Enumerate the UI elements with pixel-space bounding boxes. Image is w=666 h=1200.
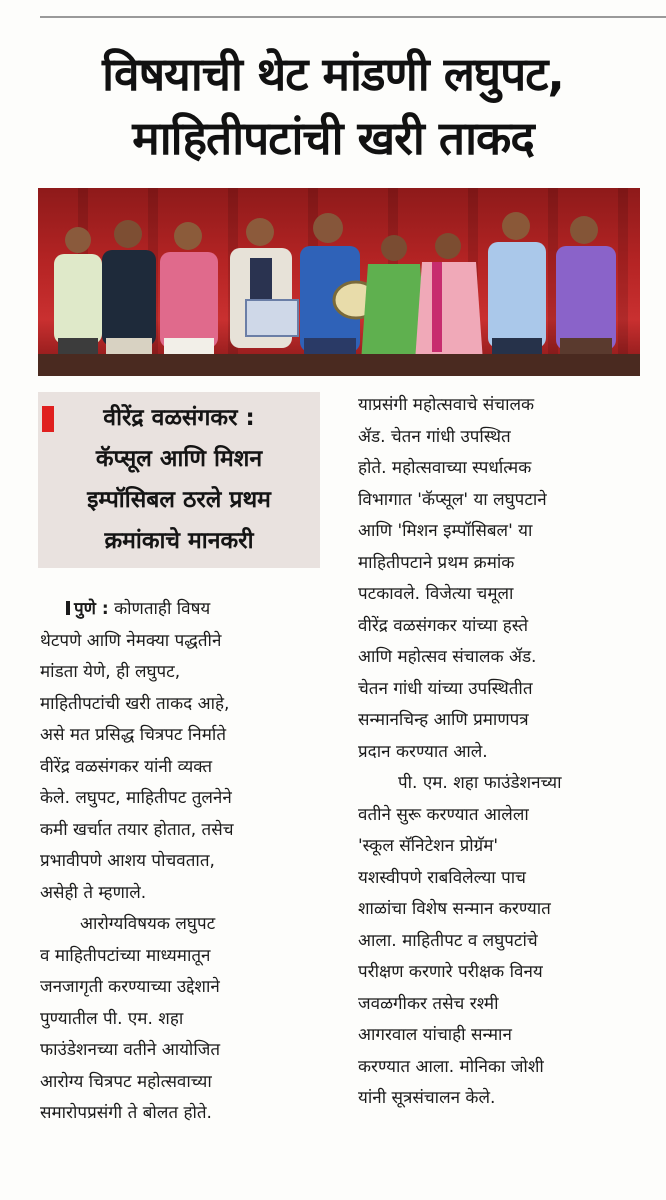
article-column-right bbox=[358, 390, 648, 1115]
paragraph-line: थेटपणे आणि नेमक्या पद्धतीने bbox=[40, 630, 222, 651]
paragraph-line: आला. माहितीपट व लघुपटांचे bbox=[358, 930, 538, 951]
paragraph-line: माहितीपटाने प्रथम क्रमांक bbox=[358, 552, 515, 573]
paragraph-line: शाळांचा विशेष सन्मान करण्यात bbox=[358, 899, 551, 919]
paragraph-line: आणि महोत्सव संचालक ॲड. bbox=[358, 647, 537, 667]
top-rule bbox=[40, 16, 666, 18]
paragraph-line: वतीने सुरू करण्यात आलेला bbox=[358, 804, 529, 825]
headline bbox=[0, 42, 666, 170]
paragraph-line: व माहितीपटांच्या माध्यमातून bbox=[40, 945, 211, 966]
paragraph-line: करण्यात आला. मोनिका जोशी bbox=[358, 1056, 544, 1077]
paragraph-line: आणि 'मिशन इम्पॉसिबल' या bbox=[358, 521, 533, 541]
subhead-line-2: कॅप्सूल आणि मिशन bbox=[95, 446, 263, 472]
paragraph-line: होते. महोत्सवाच्या स्पर्धात्मक bbox=[358, 458, 532, 478]
news-photo bbox=[38, 188, 640, 376]
paragraph-line: पुणे : कोणताही विषय bbox=[40, 594, 324, 626]
headline-line-1: विषयाची थेट मांडणी लघुपट, bbox=[102, 47, 564, 101]
article-column-left bbox=[40, 594, 324, 1130]
paragraph-line: वीरेंद्र वळसंगकर यांच्या हस्ते bbox=[358, 615, 529, 636]
paragraph-line: केले. लघुपट, माहितीपट तुलनेने bbox=[40, 788, 232, 808]
paragraph-line: जवळगीकर तसेच रश्मी bbox=[358, 993, 499, 1014]
subhead-line-3: इम्पॉसिबल ठरले प्रथम bbox=[87, 487, 271, 513]
paragraph-line: आगरवाल यांचाही सन्मान bbox=[358, 1025, 512, 1045]
paragraph-line: चेतन गांधी यांच्या उपस्थितीत bbox=[358, 678, 533, 699]
paragraph-line: प्रदान करण्यात आले. bbox=[358, 741, 488, 762]
paragraph-line: विभागात 'कॅप्सूल' या लघुपटाने bbox=[358, 489, 547, 510]
paragraph-line: ॲड. चेतन गांधी उपस्थित bbox=[358, 426, 511, 447]
paragraph-line: समारोपप्रसंगी ते बोलत होते. bbox=[40, 1103, 212, 1123]
paragraph-line: असे मत प्रसिद्ध चित्रपट निर्माते bbox=[40, 725, 227, 745]
paragraph-line: याप्रसंगी महोत्सवाचे संचालक bbox=[358, 395, 535, 415]
paragraph-line: मांडता येणे, ही लघुपट, bbox=[40, 662, 181, 682]
paragraph-line: सन्मानचिन्ह आणि प्रमाणपत्र bbox=[358, 710, 529, 730]
paragraph-line: यशस्वीपणे राबविलेल्या पाच bbox=[358, 867, 526, 888]
paragraph-line: पी. एम. शहा फाउंडेशनच्या bbox=[398, 773, 562, 793]
subhead-line-1: वीरेंद्र वळसंगकर : bbox=[103, 405, 255, 431]
subhead-line-4: क्रमांकाचे मानकरी bbox=[104, 528, 254, 554]
dateline: पुणे : bbox=[74, 599, 109, 619]
headline-line-2: माहितीपटांची खरी ताकद bbox=[132, 111, 534, 165]
dateline-bullet bbox=[66, 601, 70, 615]
group-photo-icon bbox=[38, 188, 640, 376]
paragraph-line: वीरेंद्र वळसंगकर यांनी व्यक्त bbox=[40, 756, 213, 777]
stage-floor bbox=[38, 354, 640, 376]
paragraph-line: फाउंडेशनच्या वतीने आयोजित bbox=[40, 1040, 221, 1060]
paragraph-line: जनजागृती करण्याच्या उद्देशाने bbox=[40, 977, 220, 997]
paragraph-line: 'स्कूल सॅनिटेशन प्रोग्रॅम' bbox=[358, 836, 499, 856]
paragraph-line: यांनी सूत्रसंचालन केले. bbox=[358, 1088, 496, 1108]
paragraph-line: आरोग्यविषयक लघुपट bbox=[80, 914, 216, 934]
paragraph-line: प्रभावीपणे आशय पोचवतात, bbox=[40, 851, 215, 871]
paragraph-line: पुण्यातील पी. एम. शहा bbox=[40, 1008, 184, 1029]
paragraph-line: पटकावले. विजेत्या चमूला bbox=[358, 584, 514, 604]
paragraph-line: असेही ते म्हणाले. bbox=[40, 882, 147, 903]
paragraph-line: कमी खर्चात तयार होतात, तसेच bbox=[40, 819, 234, 840]
subhead bbox=[38, 392, 320, 562]
paragraph-line: आरोग्य चित्रपट महोत्सवाच्या bbox=[40, 1071, 212, 1092]
paragraph-line: माहितीपटांची खरी ताकद आहे, bbox=[40, 693, 230, 714]
paragraph-line: परीक्षण करणारे परीक्षक विनय bbox=[358, 962, 543, 982]
